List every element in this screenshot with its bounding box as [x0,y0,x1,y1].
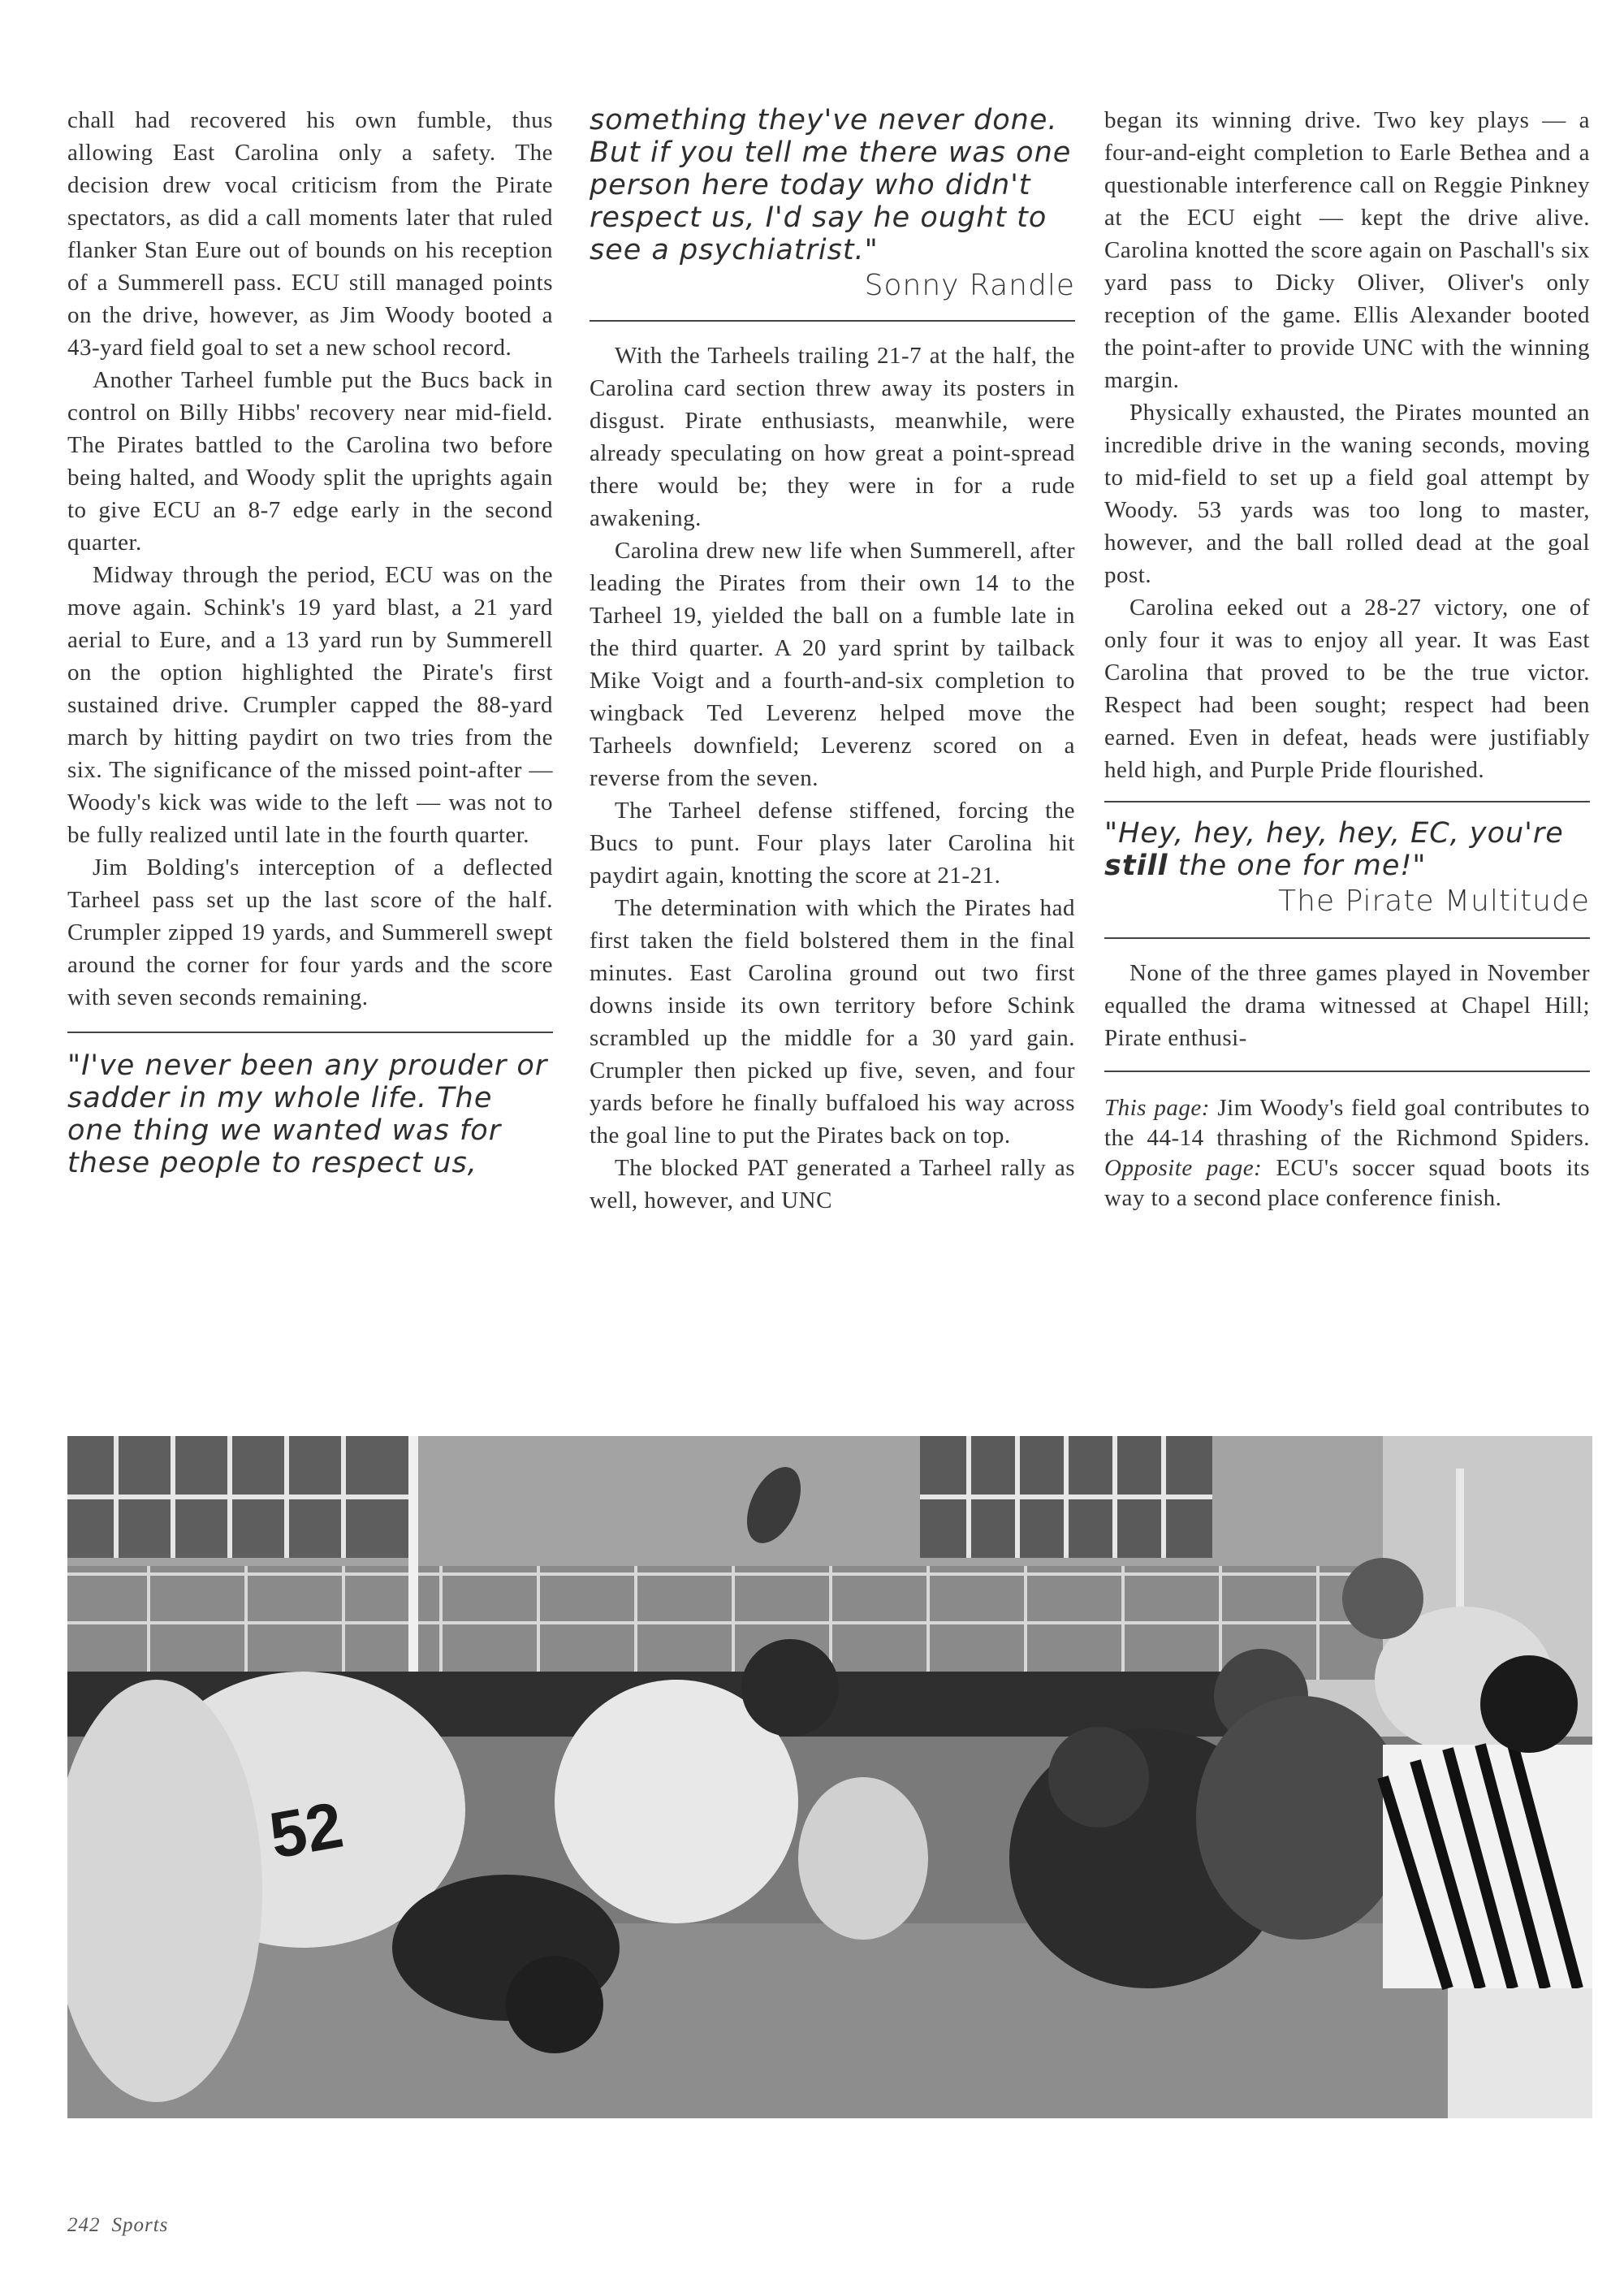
pull-quote-end [590,104,1075,304]
caption-text: Jim Woody's field goal contributes to the 44-14 thrashing of the Richmond Spiders. [1104,1095,1590,1151]
article-paragraph: Carolina eeked out a 28-27 victory, one of only four it was to enjoy all year. It was East Carolina that proved to be the true victor. Respect had been sought; respect had been earned. Even in defeat, heads were justifiably held high, and Purple Pride flourished. [1104,595,1590,783]
caption-label: Opposite page: [1104,1155,1263,1181]
pull-quote-text: something they've never done. But if you tell me there was one person here today who didn't respect us, I'd say he ought to see a psychiatrist." [590,104,1072,266]
pull-quote-text: "I've never been any prouder or sadder in my whole life. The one thing we wanted was for these people to respect us, [67,1049,548,1179]
pull-quote-crowd [1104,817,1590,919]
caption-divider [1104,1071,1590,1072]
field-foreground [67,1923,1592,2118]
section-name: Sports [111,2214,169,2236]
article-paragraph: Midway through the period, ECU was on the move again. Schink's 19 yard blast, a 21 yard aerial to Eure, and a 13 yard run by Summerell on the option highlighted the Pirate's first sustained drive. Crumpler capped the 88-yard march by hitting paydirt on two tries from the six. The significance of the missed point-after — Woody's kick was wide to the left — was not to be fully realized until late in the fourth quarter. [67,562,553,848]
football-photo-scene [67,1436,1592,2118]
quote-divider [590,320,1075,322]
quote-emphasis: still [1104,850,1168,882]
quote-divider [1104,937,1590,939]
text-column-3 [1104,104,1590,1213]
article-paragraph: With the Tarheels trailing 21-7 at the half, the Carolina card section threw away its posters in disgust. Pirate enthusiasts, meanwhile, were already speculating on how great a point-spread there would be; they were in for a rude awakening. [590,343,1075,531]
pull-quote-text [1104,817,1590,882]
article-paragraph: The Tarheel defense stiffened, forcing the Bucs to punt. Four plays later Carolina hit paydirt again, knotting the score at 21-21. [590,798,1075,889]
football-photo [67,1436,1592,2118]
text-column-1 [67,104,553,1179]
article-paragraph: began its winning drive. Two key plays — a four-and-eight completion to Earle Bethea and a questionable interference call on Reggie Pinkney at the ECU eight — kept the drive alive. Carolina knotted the score again on Paschall's six yard pass to Dicky Oliver, Oliver's only reception of the game. Ellis Alexander booted the point-after to provide UNC with the winning margin. [1104,107,1591,393]
photo-caption [1104,1093,1590,1213]
quote-part: "Hey, hey, hey, hey, EC, you're [1104,817,1564,850]
quote-part: the one for me!" [1168,850,1427,882]
article-paragraph: Jim Bolding's interception of a deflected Tarheel pass set up the last score of the half. Crumpler zipped 19 yards, and Summerell swept around the corner for four yards and the score with seven seconds remaining. [67,854,553,1010]
pull-quote-start [67,1049,553,1179]
article-paragraph: None of the three games played in November equalled the drama witnessed at Chapel Hill; Pirate enthusi- [1104,960,1590,1051]
caption-text: ECU's soccer squad boots its way to a second place conference finish. [1104,1155,1590,1211]
page-footer [67,2214,168,2237]
article-paragraph: Carolina drew new life when Summerell, after leading the Pirates from their own 14 to the Tarheel 19, yielded the ball on a fumble late in the third quarter. A 20 yard sprint by tailback Mike Voigt and a fourth-and-six completion to wingback Ted Leverenz helped move the Tarheels downfield; Leverenz scored on a reverse from the seven. [590,538,1075,791]
article-paragraph: Physically exhausted, the Pirates mounted an incredible drive in the waning seconds, moving to mid-field to set up a field goal attempt by Woody. 53 yards was too long to master, however, and the ball rolled dead at the goal post. [1104,400,1590,588]
caption-label: This page: [1104,1095,1210,1121]
text-column-2 [590,104,1075,1217]
article-paragraph: Another Tarheel fumble put the Bucs back in control on Billy Hibbs' recovery near mid-field. The Pirates battled to the Carolina two before being halted, and Woody split the uprights again to give ECU an 8-7 edge early in the second quarter. [67,367,553,556]
quote-divider [67,1032,553,1033]
article-paragraph: The determination with which the Pirates had first taken the field bolstered them in the final minutes. East Carolina ground out two first downs inside its own territory before Schink scrambled up the middle for a 30 yard gain. Crumpler then picked up five, seven, and four yards before he finally buffaloed his way across the goal line to put the Pirates back on top. [590,895,1075,1148]
jersey-number: 52 [264,1788,348,1872]
quote-attribution: The Pirate Multitude [1278,885,1590,918]
page-number: 242 [67,2214,101,2236]
quote-attribution: Sonny Randle [864,269,1075,302]
quote-divider [1104,801,1590,802]
article-paragraph: chall had recovered his own fumble, thus allowing East Carolina only a safety. The decision drew vocal criticism from the Pirate spectators, as did a call moments later that ruled flanker Stan Eure out of bounds on his reception of a Summerell pass. ECU still managed points on the drive, however, as Jim Woody booted a 43-yard field goal to set a new school record. [67,107,553,361]
article-paragraph: The blocked PAT generated a Tarheel rally as well, however, and UNC [590,1155,1075,1213]
